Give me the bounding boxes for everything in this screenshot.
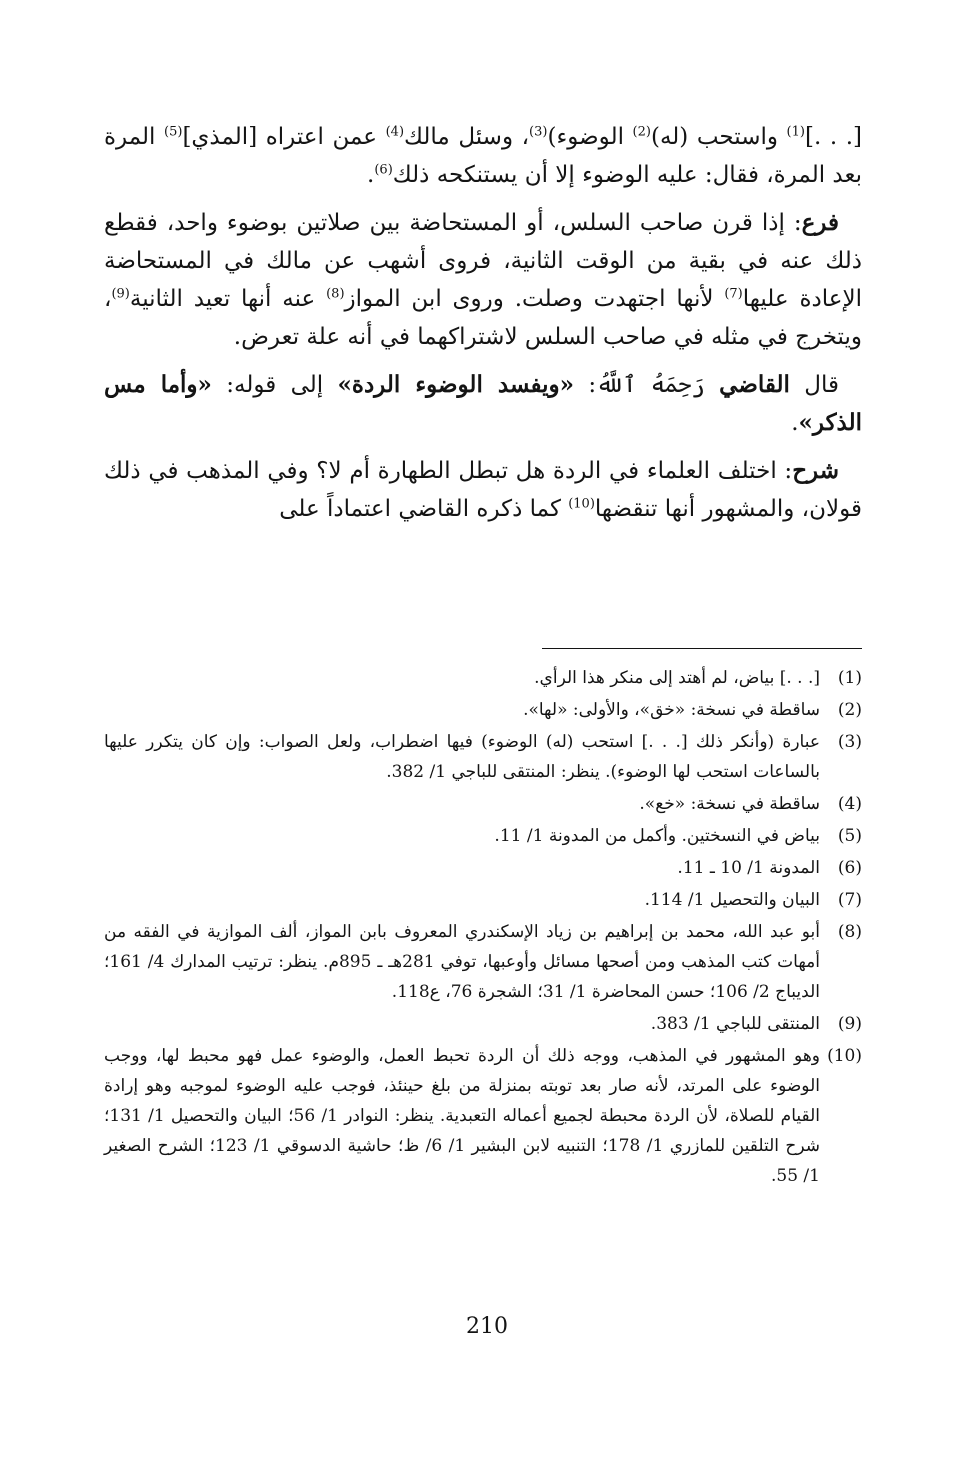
footnotes xyxy=(104,663,862,1193)
footnote xyxy=(104,821,862,851)
footnote-ref-2[interactable]: (2) xyxy=(632,124,651,140)
footnote-number: (6) xyxy=(837,858,862,878)
footnote xyxy=(104,853,862,883)
page-number: 210 xyxy=(466,1314,508,1339)
footnote-text: ساقطة في نسخة: «خق»، والأولى: «لها». xyxy=(523,700,820,720)
footnote-number: (1) xyxy=(837,668,862,688)
footnote-number: (10) xyxy=(827,1046,862,1066)
paragraph-2 xyxy=(104,204,862,356)
footnote-number: (2) xyxy=(837,700,862,720)
footnote-number: (8) xyxy=(837,922,862,942)
footnote-ref-8[interactable]: (8) xyxy=(326,286,345,302)
footnote xyxy=(104,917,862,1007)
text-run: واستحب (له) xyxy=(650,124,787,150)
paragraph-3 xyxy=(104,366,862,442)
text-run: . xyxy=(367,162,375,188)
text-run: ، وسئل مالك xyxy=(404,124,530,150)
text-run: : اختلف العلماء في الردة هل تبطل الطهارة أم لا؟ وفي المذهب في ذلك قولان، والمشهور أنها تنقضها xyxy=(104,458,862,522)
footnote-text: بياض في النسختين. وأكمل من المدونة 1/ 11. xyxy=(494,826,820,846)
footnote-ref-10[interactable]: (10) xyxy=(568,496,595,512)
paragraph-4 xyxy=(104,452,862,528)
paragraph-1 xyxy=(104,118,862,194)
footnote xyxy=(104,663,862,693)
footnote-text: المدونة 1/ 10 ـ 11. xyxy=(677,858,820,878)
text-run: عمن اعتراه [المذي] xyxy=(182,124,386,150)
section-lead-far: فرع xyxy=(801,209,839,236)
text-run: قال xyxy=(789,372,839,398)
text-run: عنه أنها تعيد الثانية xyxy=(129,286,327,312)
footnote-ref-6[interactable]: (6) xyxy=(374,162,393,178)
footnote xyxy=(104,1009,862,1039)
footnote-text: عبارة (وأنكر ذلك [. . .] استحب (له) الوضوء) فيها اضطراب، ولعل الصواب: وإن كان يتكرر عليها بالساعات استحب لها الوضوء). ينظر: المنتقى للباجي 1/ 382. xyxy=(104,732,820,782)
text-run: إلى قوله: xyxy=(211,372,338,398)
footnote-number: (4) xyxy=(837,794,862,814)
footnote-ref-9[interactable]: (9) xyxy=(111,286,130,302)
footnote-text: [. . .] بياض، لم أهتد إلى منكر هذا الرأي. xyxy=(534,668,820,688)
footnote-ref-4[interactable]: (4) xyxy=(385,124,405,140)
footnote-number: (5) xyxy=(837,826,862,846)
section-lead-sharh: شرح xyxy=(792,457,839,484)
footnote xyxy=(104,789,862,819)
footnote-ref-5[interactable]: (5) xyxy=(164,124,183,140)
footnote-number: (9) xyxy=(837,1014,862,1034)
text-run: الوضوء) xyxy=(547,124,633,150)
footnote xyxy=(104,695,862,725)
footnote xyxy=(104,1041,862,1191)
footnote-text: المنتقى للباجي 1/ 383. xyxy=(650,1014,820,1034)
footnote-number: (7) xyxy=(837,890,862,910)
text-run: المرة بعد المرة، فقال: عليه الوضوء إلا أن يستنكحه ذلك xyxy=(104,124,862,188)
text-run: . xyxy=(791,410,799,436)
footnote-text: البيان والتحصيل 1/ 114. xyxy=(644,890,820,910)
text-run: كما ذكره القاضي اعتماداً على xyxy=(279,496,569,522)
footnote-ref-3[interactable]: (3) xyxy=(529,124,548,140)
text-run: : إذا قرن صاحب السلس، أو المستحاضة بين صلاتين بوضوء واحد، فقطع ذلك عنه في بقية من الوقت الثانية، فروى أشهب عن مالك في المستحاضة الإعادة عليها xyxy=(104,210,862,312)
footnote-ref-7[interactable]: (7) xyxy=(724,286,743,302)
quoted-text: «وأما مس الذكر» xyxy=(104,371,862,436)
main-text xyxy=(104,118,862,538)
footnote-text: وهو المشهور في المذهب، ووجه ذلك أن الردة تحبط العمل، والوضوء عمل فهو محبط لها، ووجب الوضوء على المرتد، لأنه صار بعد توبته بمنزلة من بلغ حينئذ، فوجب عليه الوضوء لموجبه وهو إرادة القيام للصلاة، لأن الردة محبطة لجميع أعماله التعبدية. ينظر: النوادر 1/ 56؛ البيان والتحصيل 1/ 131؛ شرح التلقين للمازري 1/ 178؛ التنبيه لابن البشير 1/ 6/ ظ؛ حاشية الدسوقي 1/ 123؛ الشرح الصغير 1/ 55. xyxy=(104,1046,821,1186)
text-run: ، ويتخرج في مثله في صاحب السلس لاشتراكهما في أنه علة تعرض. xyxy=(104,286,862,350)
quoted-text: «ويفسد الوضوء الردة» xyxy=(337,371,574,398)
footnote-text: ساقطة في نسخة: «خع». xyxy=(639,794,820,814)
footnote-ref-1[interactable]: (1) xyxy=(786,124,805,140)
footnote-number: (3) xyxy=(837,732,862,752)
footnote xyxy=(104,727,862,787)
footnote xyxy=(104,885,862,915)
author-name: القاضي xyxy=(719,371,790,398)
text-run: رَحِمَهُ ٱللَّهُ: xyxy=(574,372,720,398)
footnote-text: أبو عبد الله، محمد بن إبراهيم بن زياد الإسكندري المعروف بابن المواز، ألف الموازية في الفقه من أمهات كتب المذهب ومن أصحها مسائل وأوعبها، توفي 281هـ ـ 895م. ينظر: ترتيب المدارك 4/ 161؛ الديباج 2/ 106؛ حسن المحاضرة 1/ 31؛ الشجرة 76، ع118. xyxy=(104,922,820,1002)
text-run: [. . .] xyxy=(804,124,862,150)
footnote-divider xyxy=(542,648,862,649)
text-run: لأنها اجتهدت وصلت. وروى ابن المواز xyxy=(344,286,725,312)
